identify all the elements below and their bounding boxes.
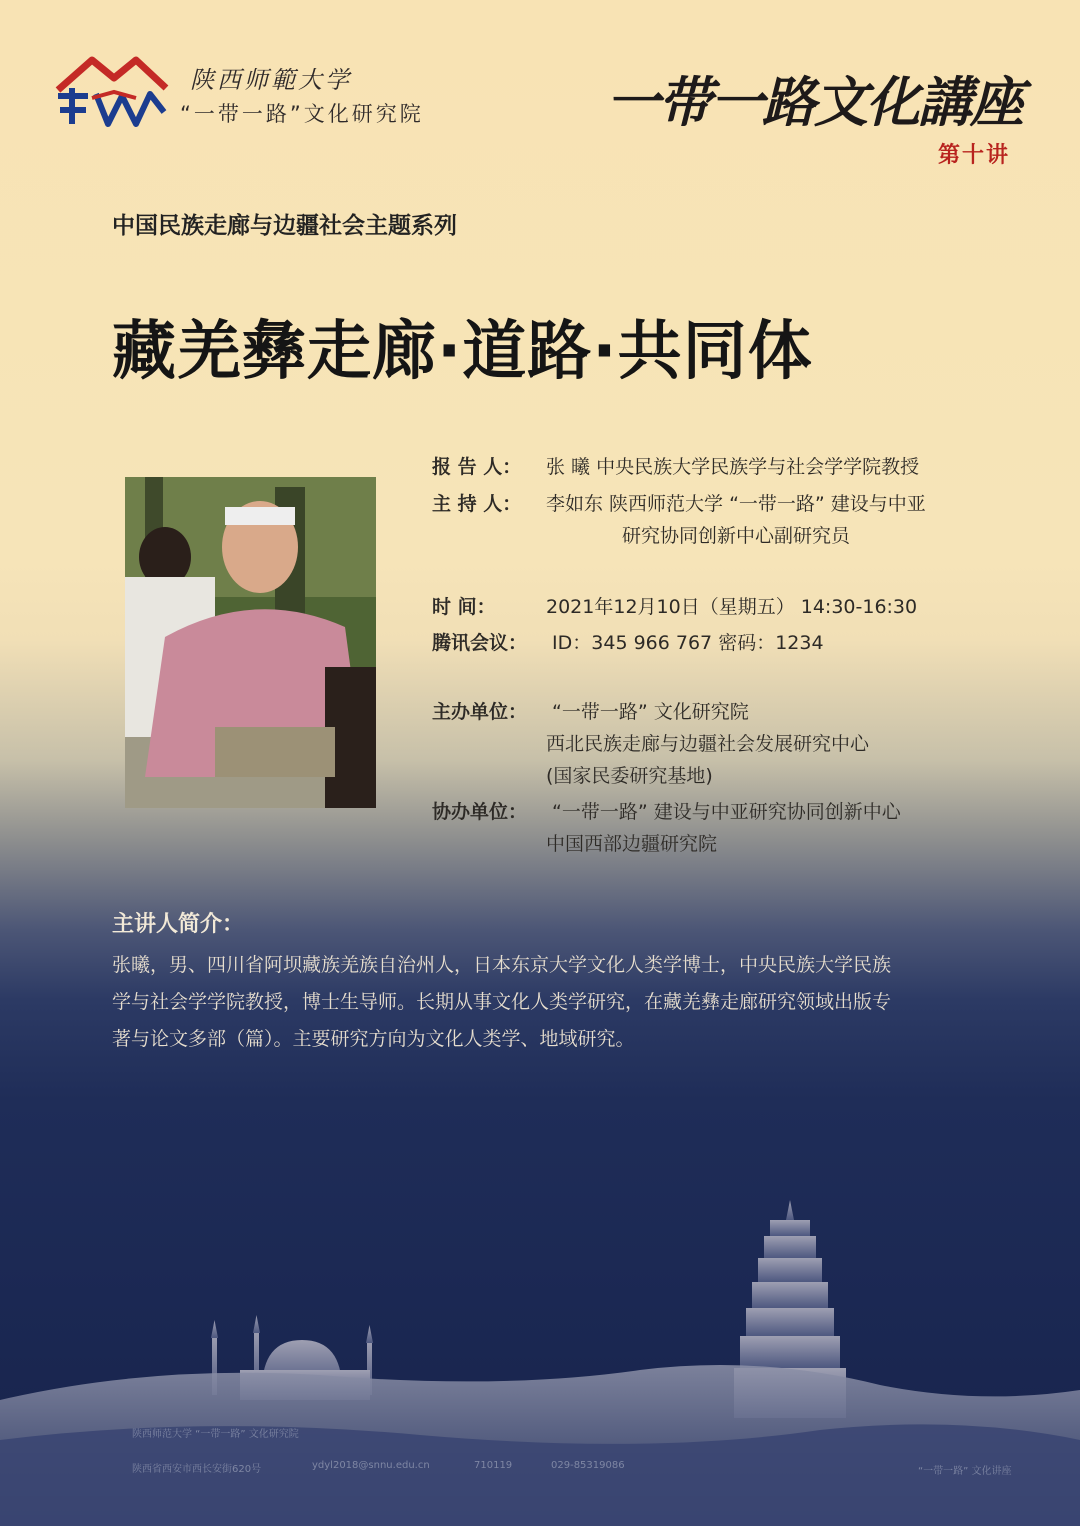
co-organizer-label: 协办单位： xyxy=(432,801,528,823)
speaker-row xyxy=(432,451,919,483)
time-row xyxy=(432,591,917,623)
bio-line: 张曦，男、四川省阿坝藏族羌族自治州人，日本东京大学文化人类学博士，中央民族大学民族 xyxy=(112,954,892,976)
host-row xyxy=(432,488,926,520)
meeting-row xyxy=(432,627,824,659)
organizer-3: (国家民委研究基地) xyxy=(546,765,713,787)
theme-series: 中国民族走廊与边疆社会主题系列 xyxy=(112,213,457,239)
bio-line: 著与论文多部（篇）。主要研究方向为文化人类学、地域研究。 xyxy=(112,1028,635,1050)
institute-name: “一带一路”文化研究院 xyxy=(180,102,424,126)
bio-line: 学与社会学学院教授，博士生导师。长期从事文化人类学研究，在藏羌彝走廊研究领域出版专 xyxy=(112,991,892,1013)
footer-series: “一带一路” 文化讲座 xyxy=(918,1466,1012,1477)
footer-postcode: 710119 xyxy=(474,1460,513,1471)
time-value: 2021年12月10日（星期五） 14:30-16:30 xyxy=(546,596,918,618)
page-title: 藏羌彝走廊·道路·共同体 xyxy=(112,315,813,389)
speaker-value: 张 曦 中央民族大学民族学与社会学学院教授 xyxy=(546,456,920,478)
co-organizer-row xyxy=(432,796,901,828)
co-organizer-2: 中国西部边疆研究院 xyxy=(546,833,718,855)
meeting-value: ID：345 966 767 密码：1234 xyxy=(546,632,824,654)
organizer-1: “一带一路” 文化研究院 xyxy=(546,701,749,723)
footer-phone: 029-85319086 xyxy=(551,1460,625,1471)
host-label: 主 持 人： xyxy=(432,493,522,515)
organizer-2: 西北民族走廊与边疆社会发展研究中心 xyxy=(546,733,870,755)
organizer-label: 主办单位： xyxy=(432,701,528,723)
university-logo xyxy=(52,52,172,132)
host-value-cont: 研究协同创新中心副研究员 xyxy=(622,525,851,547)
bio-title: 主讲人简介： xyxy=(112,912,245,937)
meeting-label: 腾讯会议： xyxy=(432,632,528,654)
host-value: 李如东 陕西师范大学 “一带一路” 建设与中亚 xyxy=(546,493,926,515)
time-label: 时 间： xyxy=(432,596,496,618)
lecture-number: 第十讲 xyxy=(937,143,1010,168)
speaker-label: 报 告 人： xyxy=(432,456,522,478)
university-name: 陕西师範大学 xyxy=(190,66,352,94)
co-organizer-1: “一带一路” 建设与中亚研究协同创新中心 xyxy=(546,801,901,823)
lecture-series-title: 一带一路文化講座 xyxy=(606,70,1022,134)
footer-org: 陕西师范大学 “一带一路” 文化研究院 xyxy=(132,1429,299,1440)
organizer-row xyxy=(432,696,749,728)
footer-address: 陕西省西安市西长安街620号 xyxy=(132,1464,262,1475)
footer-email: ydyl2018@snnu.edu.cn xyxy=(312,1460,430,1471)
speaker-photo xyxy=(125,477,376,808)
